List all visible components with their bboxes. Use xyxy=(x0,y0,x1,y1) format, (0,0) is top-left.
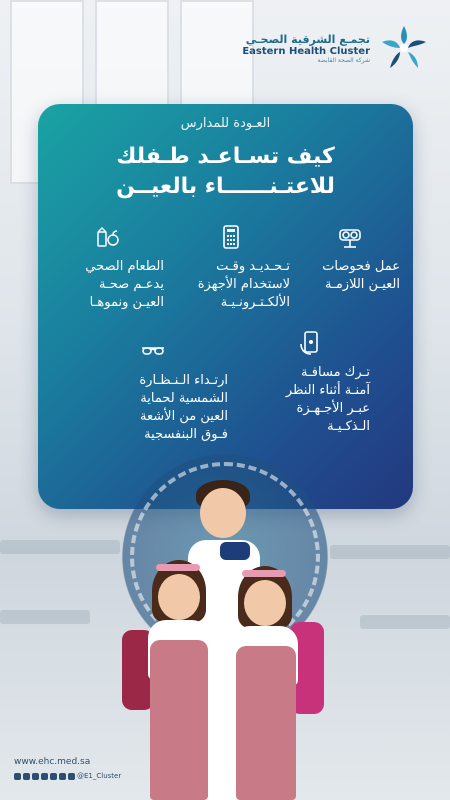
social-handle: @E1_Cluster xyxy=(77,772,122,780)
background-desk xyxy=(0,540,120,554)
brand-header xyxy=(242,22,430,74)
x-icon[interactable] xyxy=(68,773,75,780)
card-title xyxy=(38,142,413,202)
phone-distance-icon xyxy=(297,330,323,356)
cluster-logo-icon xyxy=(378,22,430,74)
tip-phone-distance xyxy=(250,330,370,436)
brand-text xyxy=(242,33,370,64)
tip-text: الطعام الصحي يدعـم صحـة العيـن ونموهـا xyxy=(85,259,164,310)
card-title-line2: للاعتـنــــــاء بالعيــن xyxy=(116,174,335,199)
card-subtitle: العـودة للمدارس xyxy=(180,116,271,131)
tip-text: ارتـداء الـنـظـارة الشمسية لحماية العين من الأشعة فـوق البنفسجية xyxy=(139,373,228,442)
youtube-icon[interactable] xyxy=(23,773,30,780)
eye-exam-icon xyxy=(337,224,363,250)
facebook-icon[interactable] xyxy=(50,773,57,780)
linkedin-icon[interactable] xyxy=(14,773,21,780)
brand-tagline: شركة الصحة القابضة xyxy=(317,56,370,64)
tip-text: عمل فحوصات العيـن اللازمـة xyxy=(322,259,400,292)
tips-card xyxy=(38,104,413,509)
tip-sunglasses xyxy=(78,338,228,444)
snapchat-icon[interactable] xyxy=(32,773,39,780)
healthy-food-icon xyxy=(95,224,121,250)
brand-name-ar: تجمـع الشرقية الصحـي xyxy=(245,32,370,46)
background-desk xyxy=(330,545,450,559)
card-title-line1: كيف تسـاعـد طـفلك xyxy=(116,144,335,169)
girl-left-illustration xyxy=(122,560,217,800)
girl-right-illustration xyxy=(228,566,328,800)
website-url[interactable]: www.ehc.med.sa xyxy=(14,757,91,767)
social-links xyxy=(14,772,121,780)
tip-eye-exam xyxy=(300,224,400,294)
tip-text: تـحـديـد وقـت لاستخدام الأجهزة الألكـتـرونـيـة xyxy=(197,259,290,310)
device-timer-icon xyxy=(218,224,244,250)
tip-healthy-food xyxy=(52,224,164,312)
tiktok-icon[interactable] xyxy=(59,773,66,780)
background-desk xyxy=(0,610,90,624)
background-desk xyxy=(360,615,450,629)
brand-name-en: Eastern Health Cluster xyxy=(242,45,370,57)
tip-device-time xyxy=(172,224,290,312)
instagram-icon[interactable] xyxy=(41,773,48,780)
sunglasses-icon xyxy=(137,338,169,364)
tip-text: تـرك مسافـة آمنـة أثناء النظر عبـر الأجـهـزة الـذكـيـة xyxy=(285,365,370,434)
